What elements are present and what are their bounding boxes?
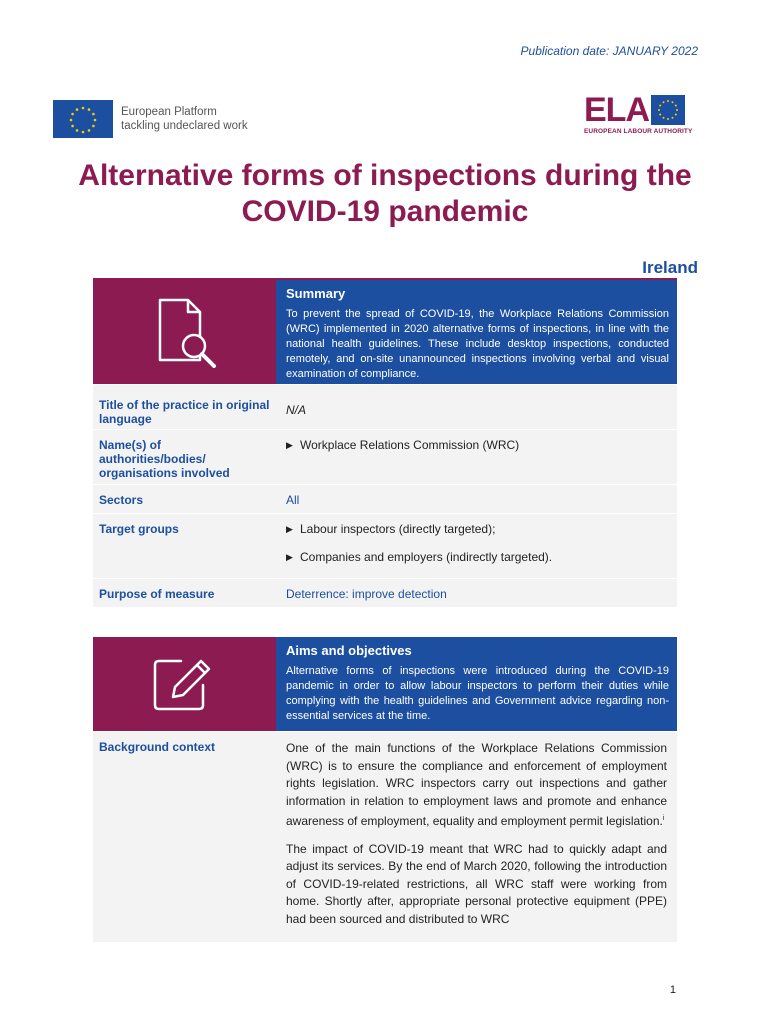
- table-row: [93, 732, 677, 942]
- ela-wordmark: ELA: [584, 91, 649, 129]
- page-number: 1: [669, 984, 676, 996]
- ela-logo: [584, 91, 702, 135]
- pencil-edit-icon: [149, 653, 221, 715]
- table-row: [93, 485, 677, 513]
- eu-platform-logo: [53, 100, 248, 138]
- sectors-value: All: [286, 493, 300, 507]
- sectors-label: Sectors: [99, 493, 144, 507]
- triangle-bullet-icon: ▶: [286, 440, 293, 450]
- background-text-1: One of the main functions of the Workplace Relations Commission (WRC) is to ensure the compliance and enforcement of employment rights legislation. WRC inspectors carry out inspections and gather information in relation to employment laws and promote and enhance awareness of employment, equality and employment permit legislation.: [286, 741, 667, 828]
- target-group-2: Companies and employers (indirectly targeted).: [300, 550, 553, 564]
- background-text-2: The impact of COVID-19 meant that WRC had to quickly adapt and adjust its services. By the end of March 2020, following the introduction of COVID-19-related restrictions, all WRC staff were working from home. Shortly after, appropriate personal protective equipment (PPE) had been sourced and distributed to WRC: [286, 841, 667, 926]
- aims-heading: Aims and objectives: [286, 643, 412, 658]
- list-item: [286, 522, 667, 536]
- aims-section: [93, 637, 677, 942]
- purpose-value: Deterrence: improve detection: [286, 587, 447, 601]
- aims-icon-panel: [93, 637, 276, 731]
- list-item: [286, 438, 667, 452]
- title-label: Title of the practice in original language: [99, 398, 270, 426]
- purpose-label: Purpose of measure: [99, 587, 215, 601]
- table-row: [93, 514, 677, 578]
- footnote-marker: i: [662, 815, 665, 822]
- table-row: [93, 385, 677, 429]
- table-row: [93, 430, 677, 484]
- bodies-value: Workplace Relations Commission (WRC): [300, 438, 520, 452]
- bodies-label: Name(s) of authorities/bodies/ organisations involved: [99, 438, 230, 480]
- publication-date: Publication date: JANUARY 2022: [520, 44, 698, 58]
- eu-platform-line2: tackling undeclared work: [121, 120, 248, 132]
- aims-body: Alternative forms of inspections were introduced during the COVID-19 pandemic in order to allow labour inspectors to perform their duties while complying with the health guidelines and Government advice regarding non-essential services at the time.: [286, 665, 669, 722]
- targets-label: Target groups: [99, 522, 179, 536]
- page-title: Alternative forms of inspections during the COVID-19 pandemic: [78, 159, 692, 228]
- target-group-1: Labour inspectors (directly targeted);: [300, 522, 496, 536]
- country-label: Ireland: [642, 258, 698, 277]
- document-search-icon: [150, 292, 220, 372]
- ela-flag-icon: [651, 95, 685, 125]
- summary-section: [93, 280, 677, 607]
- table-row: [93, 579, 677, 607]
- title-value: N/A: [286, 403, 307, 417]
- background-label: Background context: [99, 740, 216, 754]
- summary-heading: Summary: [286, 286, 346, 301]
- summary-body: To prevent the spread of COVID-19, the Workplace Relations Commission (WRC) implemented in 2020 alternative forms of inspections, in line with the national health guidelines. These include desktop inspections, conducted remotely, and on-site unannounced inspections involving verbal and visual examination of compliance.: [286, 308, 669, 380]
- eu-platform-line1: European Platform: [121, 106, 217, 118]
- list-item: [286, 550, 667, 564]
- background-paragraph: [286, 740, 667, 831]
- triangle-bullet-icon: ▶: [286, 524, 293, 534]
- ela-subtitle: EUROPEAN LABOUR AUTHORITY: [584, 128, 693, 135]
- triangle-bullet-icon: ▶: [286, 552, 293, 562]
- eu-flag-icon: [53, 100, 113, 138]
- summary-icon-panel: [93, 280, 276, 384]
